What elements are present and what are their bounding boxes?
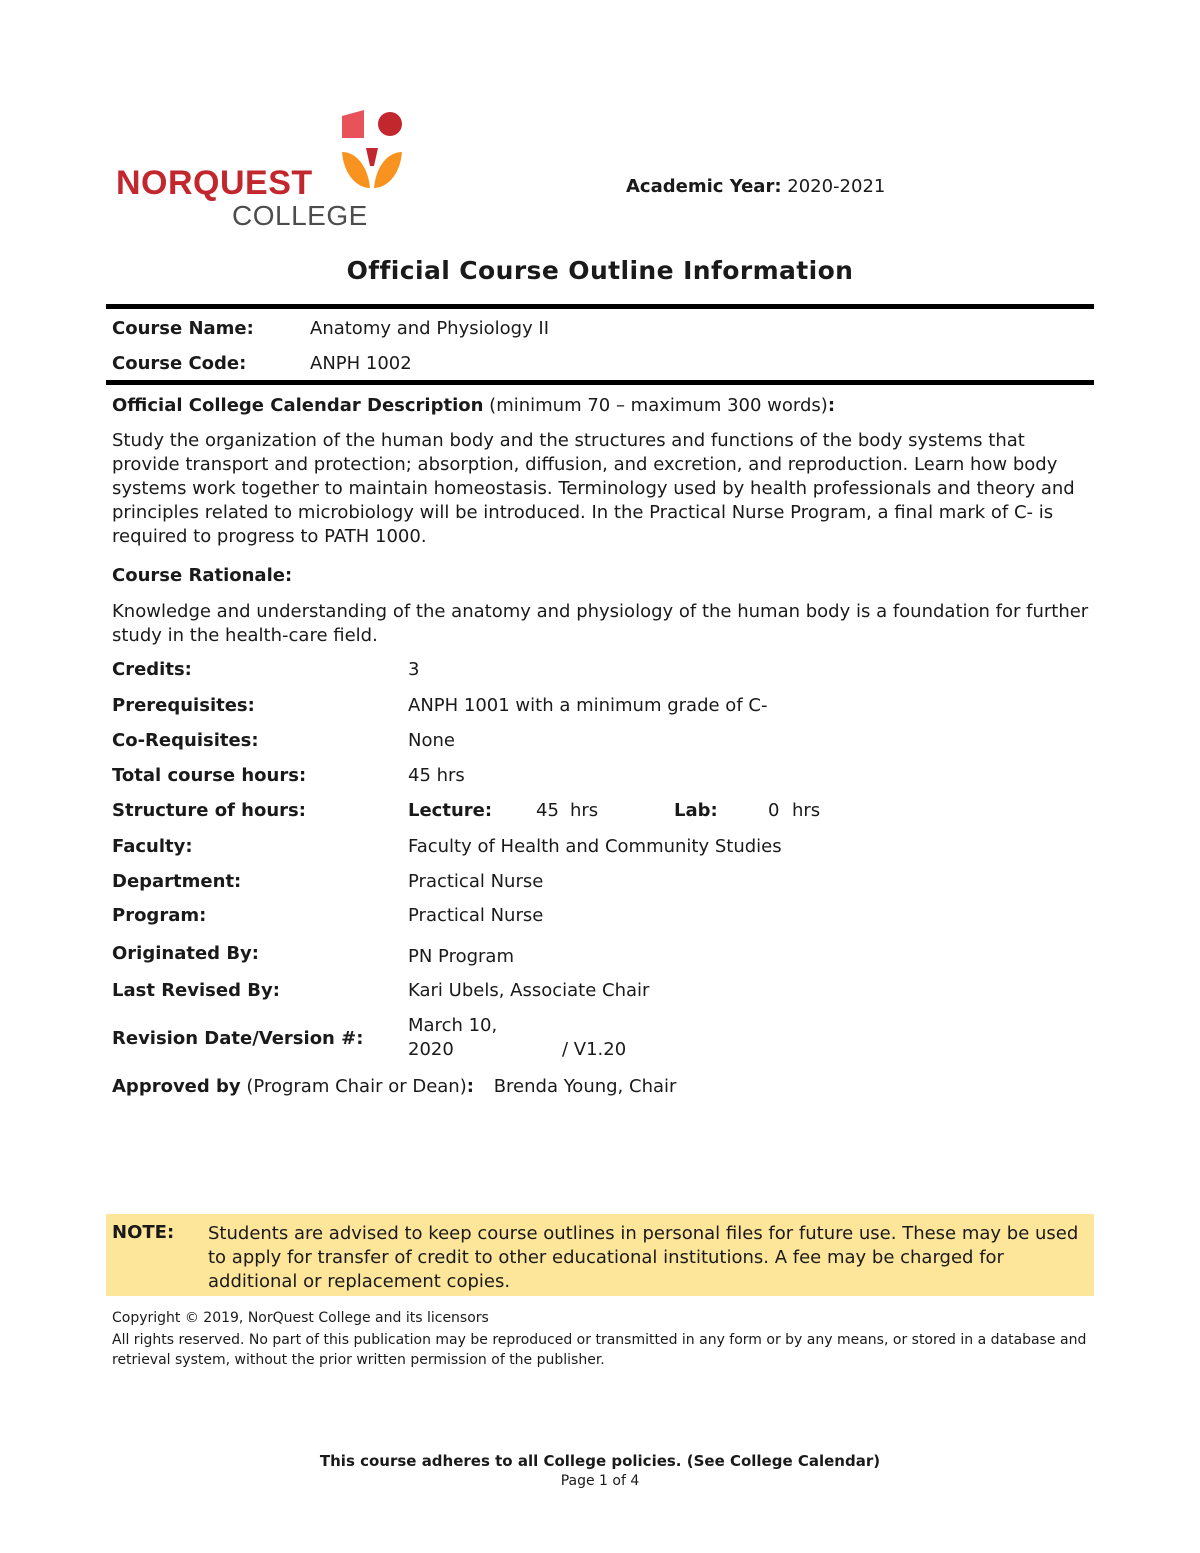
approved-by-colon: :	[466, 1076, 474, 1097]
program-label: Program:	[112, 905, 207, 926]
revision-date-line1: March 10,	[408, 1015, 498, 1036]
calendar-description-text: Study the organization of the human body and the structures and functions of the body systems that provide transport and protection; absorption, diffusion, and excretion, and reproduction. Learn how body systems work together to maintain homeostasis. Terminology used by health professionals and theory and principles related to microbiology will be introduced. In the Practical Nurse Program, a final mark of C- is required to progress to PATH 1000.	[112, 430, 1075, 547]
approved-by-label: Approved by	[112, 1076, 241, 1097]
course-code-value: ANPH 1002	[310, 353, 412, 374]
total-hours-value: 45 hrs	[408, 765, 465, 786]
course-code-label: Course Code:	[112, 353, 247, 374]
logo-symbol-icon	[336, 108, 408, 218]
approved-by	[112, 1075, 1092, 1099]
faculty-value: Faculty of Health and Community Studies	[408, 836, 782, 857]
lecture-label: Lecture:	[408, 800, 493, 821]
lecture-value: 45	[536, 800, 559, 821]
corequisites-label: Co-Requisites:	[112, 730, 259, 751]
program-value: Practical Nurse	[408, 905, 544, 926]
copyright-line: Copyright © 2019, NorQuest College and its licensors	[112, 1310, 489, 1326]
prerequisites-value: ANPH 1001 with a minimum grade of C-	[408, 695, 768, 716]
divider-bottom	[106, 380, 1094, 385]
page-number: Page 1 of 4	[560, 1473, 640, 1489]
prerequisites-label: Prerequisites:	[112, 695, 255, 716]
revision-date-label: Revision Date/Version #:	[112, 1028, 364, 1049]
calendar-heading-colon: :	[827, 395, 836, 416]
revision-date-line2: 2020	[408, 1039, 454, 1060]
department-value: Practical Nurse	[408, 871, 544, 892]
version-value: / V1.20	[562, 1039, 627, 1060]
logo-wordmark-norquest: NORQUEST	[116, 164, 313, 202]
lecture-unit: hrs	[570, 800, 599, 821]
policy-footer: This course adheres to all College policies. (See College Calendar)	[319, 1452, 881, 1470]
credits-value: 3	[408, 659, 420, 680]
course-name-label: Course Name:	[112, 318, 254, 339]
course-name-value: Anatomy and Physiology II	[310, 318, 550, 339]
credits-label: Credits:	[112, 659, 192, 680]
rationale-heading: Course Rationale:	[112, 565, 293, 586]
total-hours-label: Total course hours:	[112, 765, 307, 786]
rationale-text: Knowledge and understanding of the anatomy and physiology of the human body is a foundation for further study in the health-care field.	[112, 601, 1089, 646]
logo-wordmark-college: COLLEGE	[232, 200, 368, 231]
faculty-label: Faculty:	[112, 836, 193, 857]
norquest-college-logo	[112, 108, 412, 234]
academic-year-value: 2020-2021	[787, 176, 886, 197]
calendar-description-heading	[112, 394, 1092, 418]
department-label: Department:	[112, 871, 242, 892]
academic-year-label: Academic Year:	[626, 176, 782, 197]
page-title: Official Course Outline Information	[346, 256, 854, 285]
calendar-heading-note: (minimum 70 – maximum 300 words)	[489, 395, 828, 416]
originated-by-label: Originated By:	[112, 943, 259, 964]
note-box	[106, 1214, 1094, 1296]
approved-by-value: Brenda Young, Chair	[493, 1076, 677, 1097]
academic-year	[626, 176, 885, 197]
lab-unit: hrs	[792, 800, 821, 821]
lab-value: 0	[768, 800, 780, 821]
structure-of-hours-label: Structure of hours:	[112, 800, 306, 821]
calendar-heading-text: Official College Calendar Description	[112, 395, 484, 416]
note-text: Students are advised to keep course outlines in personal files for future use. These may be used to apply for transfer of credit to other educational institutions. A fee may be charged for additional or replacement copies.	[208, 1223, 1079, 1292]
note-label: NOTE:	[112, 1222, 175, 1243]
last-revised-by-value: Kari Ubels, Associate Chair	[408, 980, 650, 1001]
corequisites-value: None	[408, 730, 455, 751]
rights-statement: All rights reserved. No part of this publication may be reproduced or transmitted in any form or by any means, or stored in a database and retrieval system, without the prior written permission of the publisher.	[112, 1332, 1087, 1368]
lab-label: Lab:	[674, 800, 718, 821]
approved-by-note: (Program Chair or Dean)	[246, 1076, 467, 1097]
divider-top	[106, 304, 1094, 309]
originated-by-value: PN Program	[408, 946, 514, 967]
last-revised-by-label: Last Revised By:	[112, 980, 280, 1001]
